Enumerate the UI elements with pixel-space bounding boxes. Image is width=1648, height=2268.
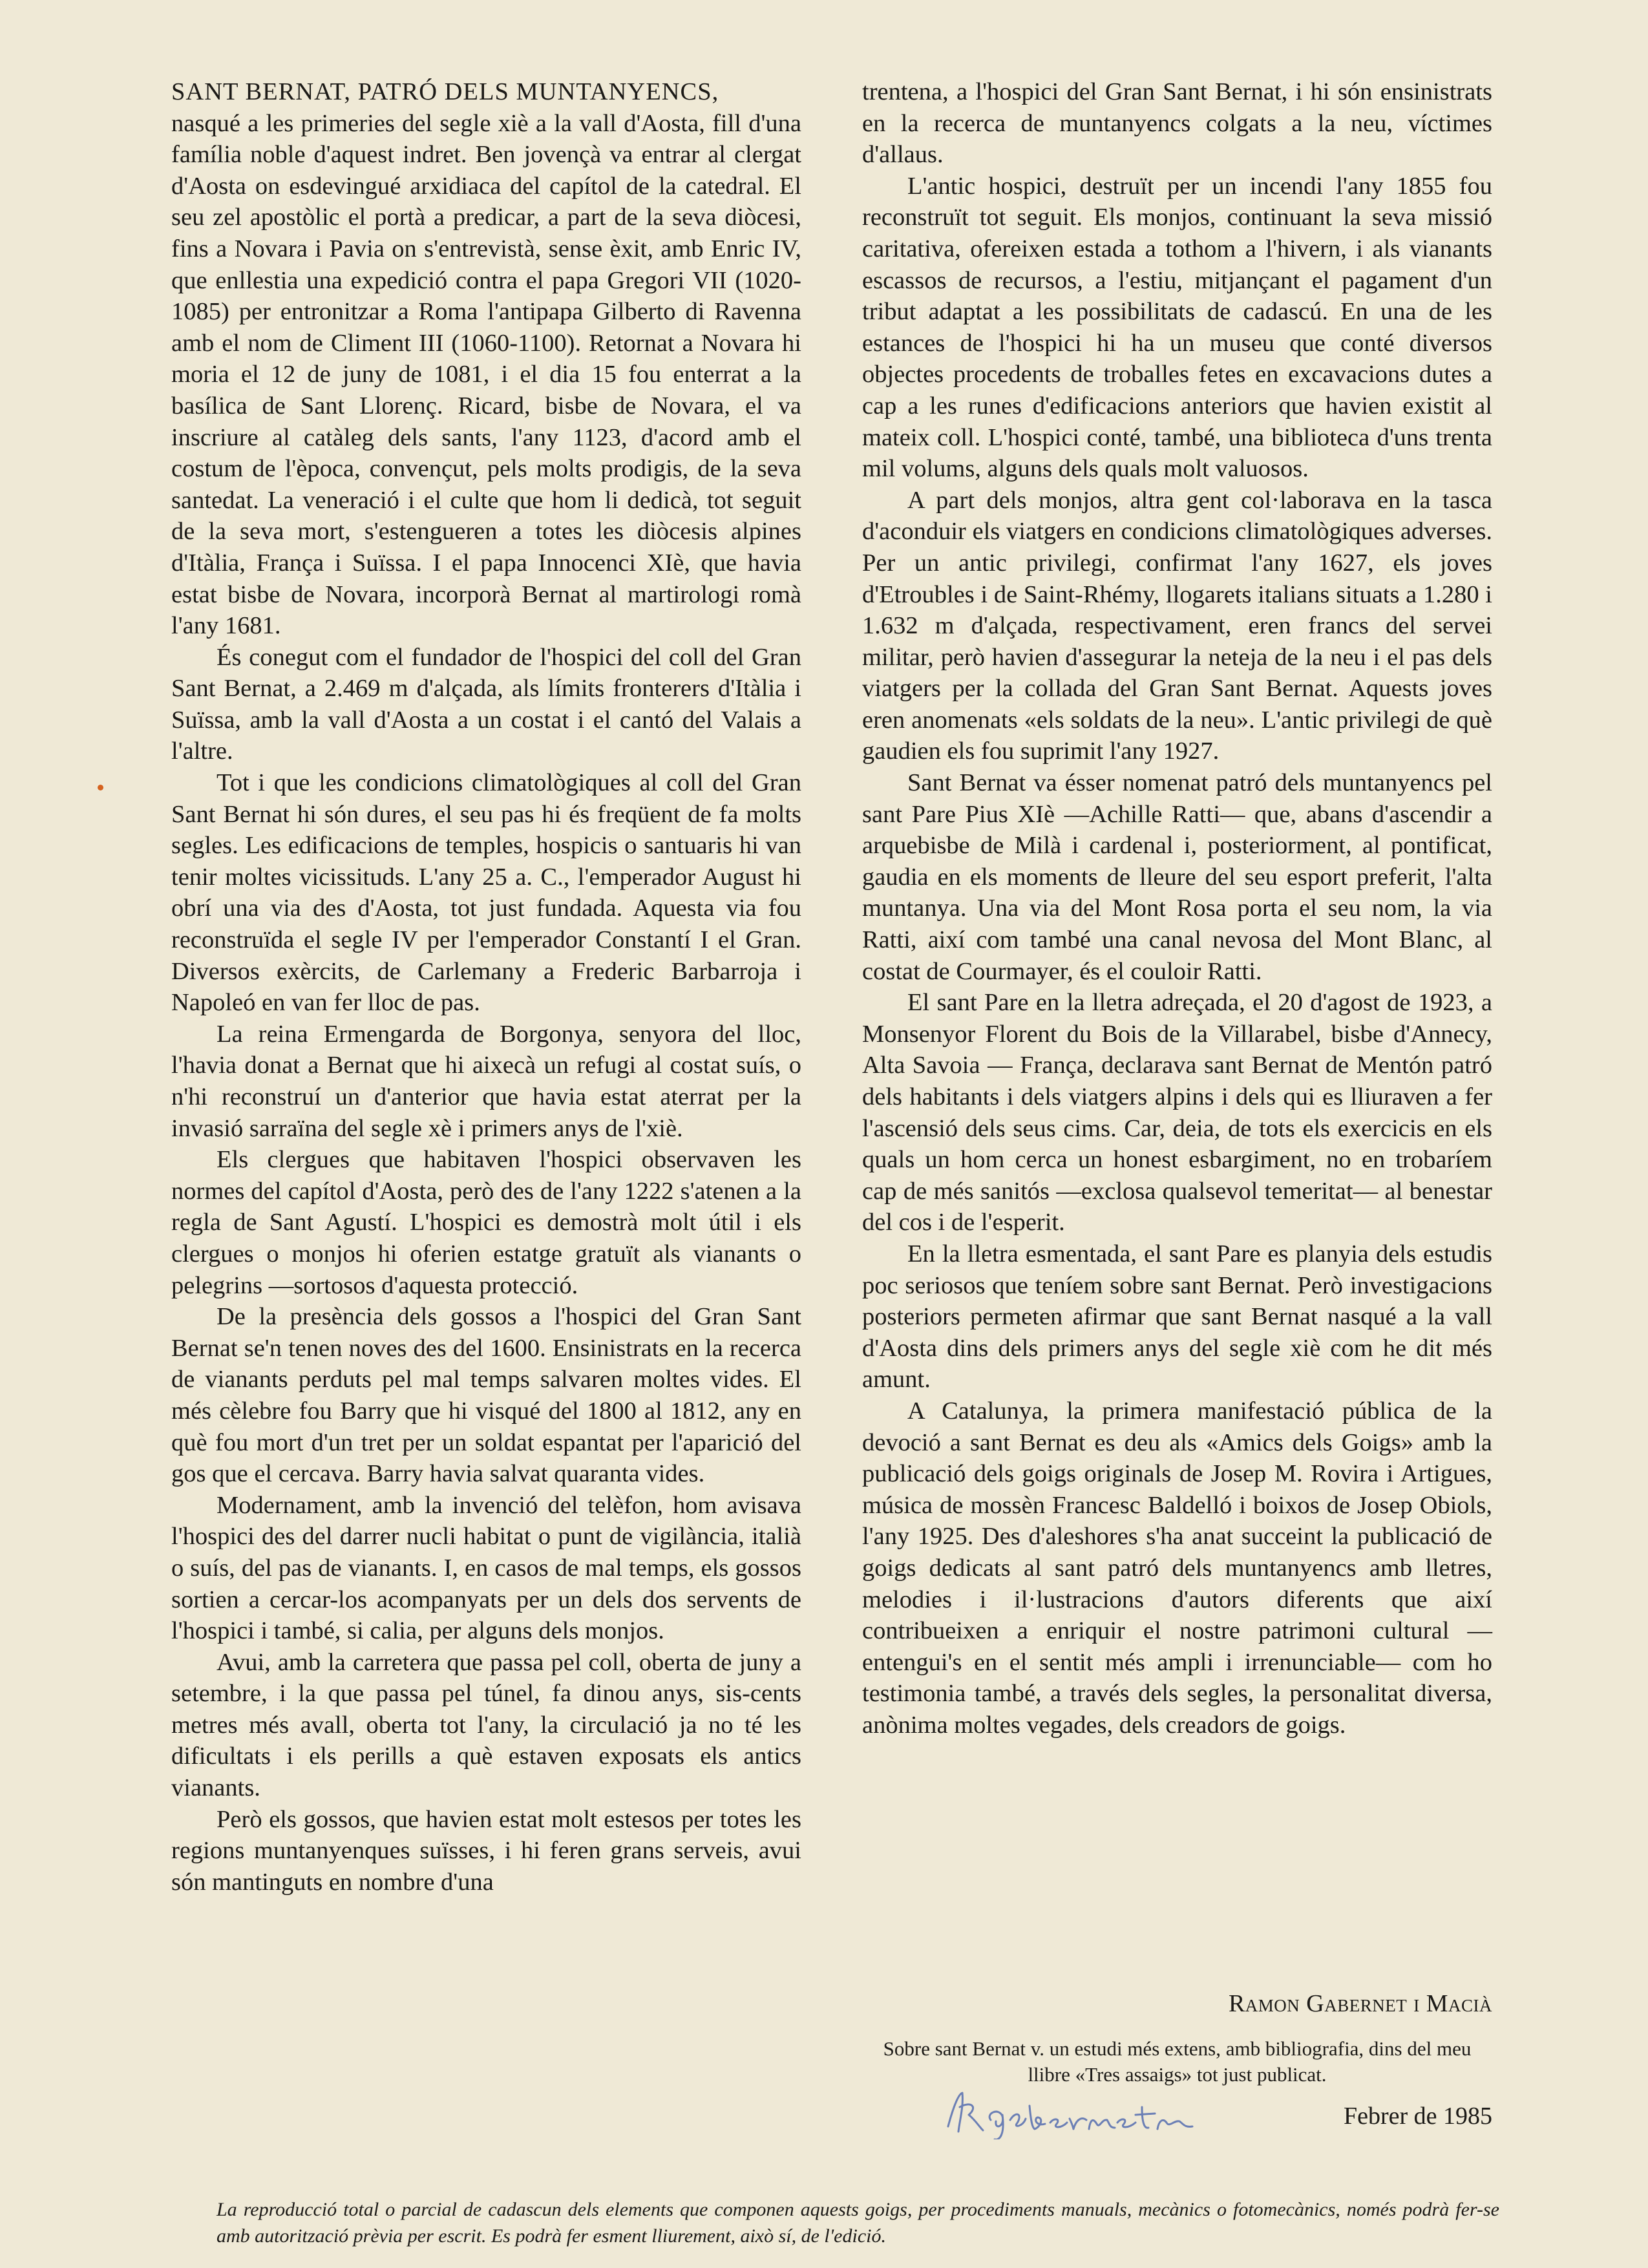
bibliography-note: Sobre sant Bernat v. un estudi més extens, amb bibliografia, dins del meu llibre «Tres assaigs» tot just publicat. (883, 2037, 1472, 2086)
paragraph: A part dels monjos, altra gent col·laborava en la tasca d'aconduir els viatgers en condicions climatològiques adverses. Per un antic privilegi, confirmat l'any 1627, els joves d'Etroubles i de Saint-Rhémy, llogarets italians situats a 1.280 i 1.632 m d'alçada, respectivament, eren francs del servei militar, però havien d'assegurar la neteja de la neu i el pas dels viatgers per la collada del Gran Sant Bernat. Aquests joves eren anomenats «els soldats de la neu». L'antic privilegi de què gaudien els fou suprimit l'any 1927. (862, 486, 1492, 765)
right-column (862, 76, 1492, 1741)
paragraph: És conegut com el fundador de l'hospici del coll del Gran Sant Bernat, a 2.469 m d'alçada, als límits fronterers d'Itàlia i Suïssa, amb la vall d'Aosta a un costat i el cantó del Valais a l'altre. (171, 643, 801, 765)
paragraph: Els clergues que habitaven l'hospici observaven les normes del capítol d'Aosta, però des de l'any 1222 s'atenen a la regla de Sant Agustí. L'hospici es demostrà molt útil i els clergues o monjos hi oferien estatge gratuït als vianants o pelegrins —sortosos d'aquesta protecció. (171, 1146, 801, 1299)
left-column (171, 76, 801, 1898)
paragraph: Sant Bernat va ésser nomenat patró dels muntanyencs pel sant Pare Pius XIè —Achille Ratti— que, abans d'ascendir a arquebisbe de Milà i cardenal i, posteriorment, al pontificat, gaudia en els moments de lleure del seu esport preferit, l'alta muntanya. Una via del Mont Rosa porta el seu nom, la via Ratti, així com també una canal nevosa del Mont Blanc, al costat de Courmayer, és el couloir Ratti. (862, 769, 1492, 985)
copyright-footer: La reproducció total o parcial de cadascun dels elements que componen aquests goigs, per procediments manuals, mecànics o fotomecànics, només podrà fer-se amb autorització prèvia per escrit. Es podrà fer esment lliurement, això sí, de l'edició. (217, 2199, 1499, 2247)
paragraph: La reina Ermengarda de Borgonya, senyora del lloc, l'havia donat a Bernat que hi aixecà un refugi al costat suís, o n'hi reconstruí un d'anterior que havia estat aterrat per la invasió sarraïna del segle xè i primers anys de l'xiè. (171, 1020, 801, 1142)
paragraph: Tot i que les condicions climatològiques al coll del Gran Sant Bernat hi són dures, el seu pas hi és freqüent de fa molts segles. Les edificacions de temples, hospicis o santuaris hi van tenir moltes vicissituds. L'any 25 a. C., l'emperador August hi obrí una via des d'Aosta, tot just fundada. Aquesta via fou reconstruïda el segle IV per l'emperador Constantí I el Gran. Diversos exèrcits, de Carlemany a Frederic Barbarroja i Napoleó en van fer lloc de pas. (171, 769, 801, 1017)
ink-dot-mark (98, 785, 103, 790)
article-title: SANT BERNAT, PATRÓ DELS MUNTANYENCS, (171, 78, 719, 105)
date: Febrer de 1985 (1343, 2103, 1492, 2130)
author-name: Ramon Gabernet i Macià (1228, 1990, 1492, 2017)
paragraph: A Catalunya, la primera manifestació pública de la devoció a sant Bernat es deu als «Amics dels Goigs» amb la publicació dels goigs originals de Josep M. Rovira i Artigues, música de mossèn Francesc Baldelló i boixos de Josep Obiols, l'any 1925. Des d'aleshores s'ha anat succeint la publicació de goigs dedicats al sant patró dels muntanyencs amb lletres, melodies i il·lustracions d'autors diferents que així contribueixen a enriquir el nostre patrimoni cultural —entengui's en el sentit més ampli i irrenunciable— com ho testimonia també, a través dels segles, la personalitat diversa, anònima moltes vegades, dels creadors de goigs. (862, 1397, 1492, 1739)
paragraph: Modernament, amb la invenció del telèfon, hom avisava l'hospici des del darrer nucli habitat o punt de vigilància, italià o suís, del pas de vianants. I, en casos de mal temps, els gossos sortien a cercar-los acompanyats per un dels dos servents de l'hospici i també, si calia, per alguns dels monjos. (171, 1491, 801, 1645)
paragraph: En la lletra esmentada, el sant Pare es planyia dels estudis poc seriosos que teníem sobre sant Bernat. Però investigacions posteriors permeten afirmar que sant Bernat nasqué a la vall d'Aosta dins dels primers anys del segle xiè com he dit més amunt. (862, 1240, 1492, 1394)
paragraph: Avui, amb la carretera que passa pel coll, oberta de juny a setembre, i la que passa pel túnel, fa dinou anys, sis-cents metres més avall, oberta tot l'any, la circulació ja no té les dificultats i els perills a què estaven exposats els antics vianants. (171, 1648, 801, 1802)
paragraph: Però els gossos, que havien estat molt estesos per totes les regions muntanyenques suïsses, i hi feren grans serveis, avui són mantinguts en nombre d'una (171, 1805, 801, 1896)
paragraph: El sant Pare en la lletra adreçada, el 20 d'agost de 1923, a Monsenyor Florent du Bois de la Villarabel, bisbe d'Annecy, Alta Savoia — França, declarava sant Bernat de Mentón patró dels habitants i dels viatgers alpins i dels qui es lliuraven a fer l'ascensió dels seus cims. Car, deia, de tots els exercicis en els quals un hom cerca un honest esbargiment, no en trobaríem cap de més sanitós —exclosa qualsevol temeritat— al benestar del cos i de l'esperit. (862, 989, 1492, 1236)
paragraph: nasqué a les primeries del segle xiè a la vall d'Aosta, fill d'una família noble d'aquest indret. Ben jovençà va entrar al clergat d'Aosta on esdevingué arxidiaca del capítol de la catedral. El seu zel apostòlic el portà a predicar, a part de la seva diòcesi, fins a Novara i Pavia on s'entrevistà, sense èxit, amb Enric IV, que enllestia una expedició contra el papa Gregori VII (1020-1085) per entronitzar a Roma l'antipapa Gilberto di Ravenna amb el nom de Climent III (1060-1100). Retornat a Novara hi moria el 12 de juny de 1081, i el dia 15 fou enterrat a la basílica de Sant Llorenç. Ricard, bisbe de Novara, el va inscriure al catàleg dels sants, l'any 1123, d'acord amb el costum de l'època, convençut, pels molts prodigis, de la seva santedat. La veneració i el culte que hom li dedicà, tot seguit de la seva mort, s'estengueren a totes les diòcesis alpines d'Itàlia, França i Suïssa. I el papa Innocenci XIè, que havia estat bisbe de Novara, incorporà Bernat al martirologi romà l'any 1681. (171, 109, 801, 640)
paragraph: L'antic hospici, destruït per un incendi l'any 1855 fou reconstruït tot seguit. Els monjos, continuant la seva missió caritativa, ofereixen estada a tothom a l'hivern, i als vianants escassos de recursos, a l'estiu, mitjançant el pagament d'un tribut adaptat a les possibilitats de cadascú. En una de les estances de l'hospici hi ha un museu que conté diversos objectes procedents de troballes fetes en excavacions dutes a cap a les runes d'edificacions anteriors que havien existit al mateix coll. L'hospici conté, també, una biblioteca d'uns trenta mil volums, alguns dels quals molt valuosos. (862, 172, 1492, 483)
paragraph: trentena, a l'hospici del Gran Sant Bernat, i hi són ensinistrats en la recerca de muntanyencs colgats a la neu, víctimes d'allaus. (862, 78, 1492, 169)
paragraph: De la presència dels gossos a l'hospici del Gran Sant Bernat se'n tenen noves des del 1600. Ensinistrats en la recerca de vianants perduts pel mal temps salvaren moltes vides. El més cèlebre fou Barry que hi visqué del 1800 al 1812, any en què fou mort d'un tret per un soldat espantat per l'aparició del gos que el cercava. Barry havia salvat quaranta vides. (171, 1303, 801, 1488)
